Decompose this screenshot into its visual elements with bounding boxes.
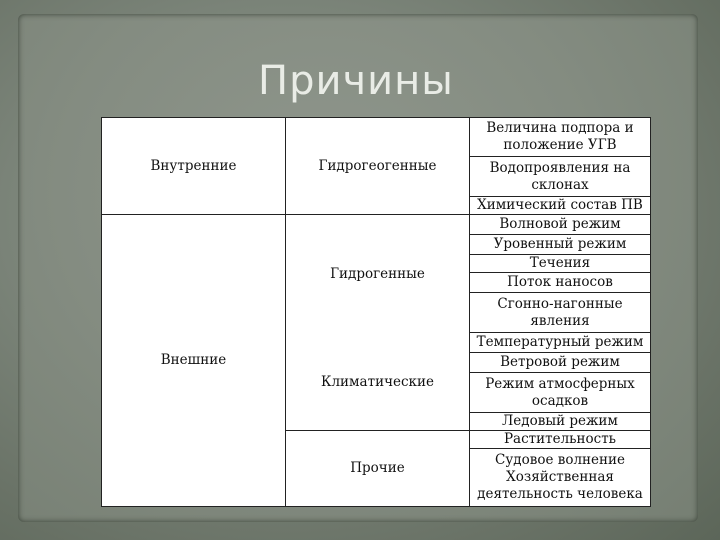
category-external: Внешние (160, 352, 227, 368)
factor-cell: Течения (529, 255, 591, 271)
factor-cell: Уровенный режим (493, 236, 627, 252)
group-climatic: Климатические (321, 373, 434, 390)
factor-cell: Сгонно-нагонные явления (497, 295, 623, 329)
category-internal: Внутренние (150, 157, 237, 174)
factor-cell: Режим атмосферных осадков (485, 375, 635, 409)
factor-cell: Химический состав ПВ (477, 197, 643, 213)
factor-cell: Растительность (503, 431, 617, 447)
group-hydrogenic: Гидрогенные (330, 265, 425, 282)
group-other: Прочие (350, 460, 405, 476)
factor-cell: Величина подпора и положение УГВ (486, 120, 634, 153)
factor-cell: Поток наносов (507, 274, 613, 290)
slide-title: Причины (258, 58, 454, 104)
factor-cell: Ледовый режим (502, 413, 618, 429)
causes-table (101, 117, 651, 507)
factor-cell: Водопроявления на склонах (489, 159, 631, 193)
factor-cell: Ветровой режим (500, 354, 620, 370)
factor-cell: Температурный режим (476, 334, 644, 350)
factor-cell: Волновой режим (499, 216, 621, 232)
group-hydrogeogenic: Гидрогеогенные (318, 157, 437, 174)
factor-cell: Судовое волнение Хозяйственная деятельность человека (477, 452, 643, 502)
